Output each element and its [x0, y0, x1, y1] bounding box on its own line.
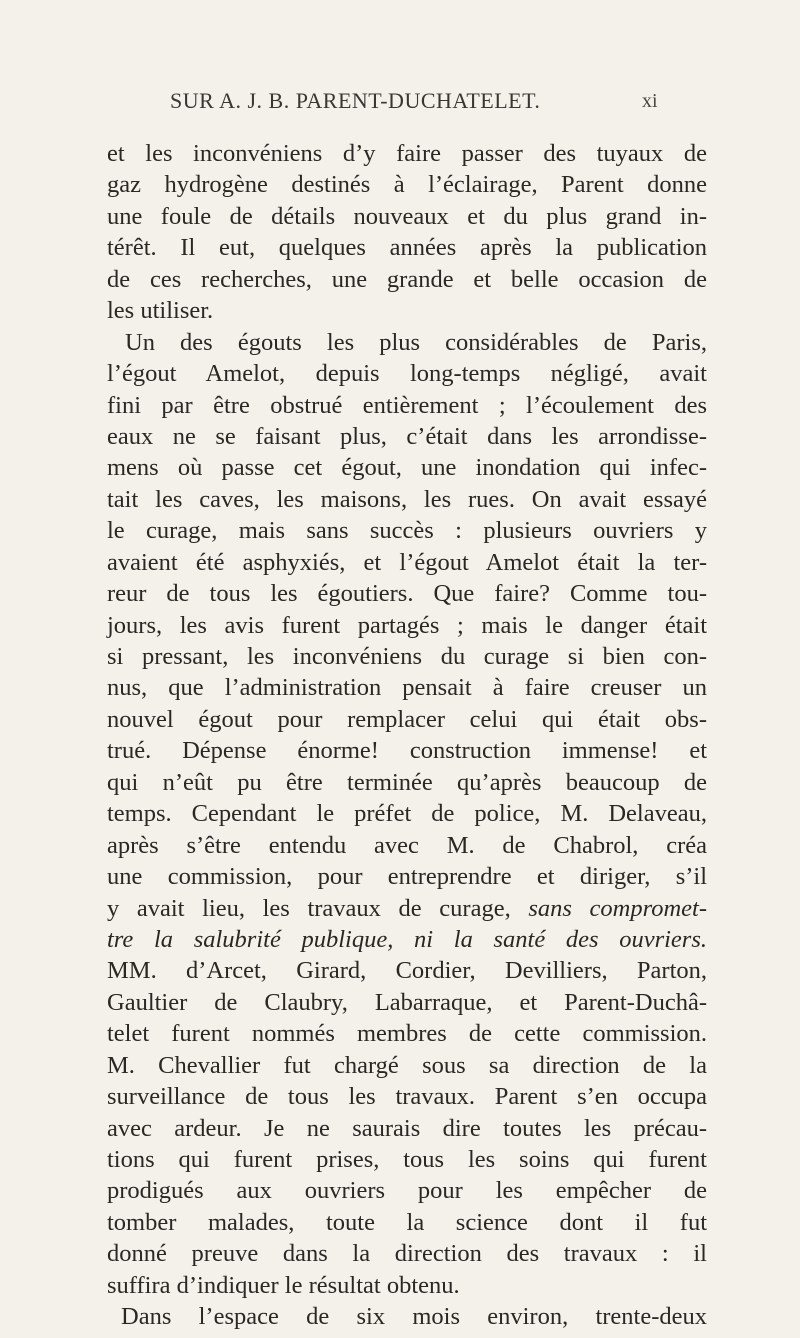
text-line: avaient été asphyxiés, et l’égout Amelot était la ter-: [107, 548, 707, 576]
text-segment: y avait lieu, les travaux de curage,: [107, 894, 529, 922]
text-line: tait les caves, les maisons, les rues. On avait essayé: [107, 485, 707, 513]
text-line: MM. d’Arcet, Girard, Cordier, Devilliers, Parton,: [107, 957, 707, 985]
text-line: après s’être entendu avec M. de Chabrol, créa: [107, 831, 707, 859]
page-number: xi: [642, 90, 658, 112]
text-line: les utiliser.: [107, 297, 214, 325]
text-line: M. Chevallier fut chargé sous sa direction de la: [107, 1051, 707, 1079]
italic-text: sans compromet-: [528, 894, 707, 922]
text-line: donné preuve dans la direction des travaux : il: [107, 1240, 707, 1268]
text-line: reur de tous les égoutiers. Que faire? Comme tou-: [107, 580, 707, 608]
text-line: telet furent nommés membres de cette commission.: [107, 1020, 707, 1048]
text-line: prodigués aux ouvriers pour les empêcher de: [107, 1177, 707, 1205]
text-line: trué. Dépense énorme! construction immense! et: [107, 737, 707, 765]
text-line: Un des égouts les plus considérables de Paris,: [125, 328, 707, 356]
text-line: nus, que l’administration pensait à faire creuser un: [107, 674, 707, 702]
text-line: fini par être obstrué entièrement ; l’écoulement des: [107, 391, 707, 419]
text-line: qui n’eût pu être terminée qu’après beaucoup de: [107, 768, 707, 796]
text-line: l’égout Amelot, depuis long-temps négligé, avait: [107, 360, 707, 388]
text-line: une commission, pour entreprendre et diriger, s’il: [107, 863, 707, 891]
text-line: térêt. Il eut, quelques années après la publication: [107, 234, 707, 262]
text-line: tre la salubrité publique, ni la santé des ouvriers.: [107, 925, 707, 953]
text-line: eaux ne se faisant plus, c’était dans les arrondisse-: [107, 422, 707, 450]
text-line: et les inconvéniens d’y faire passer des tuyaux de: [107, 140, 707, 167]
text-line: [107, 893, 707, 924]
text-line: jours, les avis furent partagés ; mais le danger était: [107, 611, 707, 639]
text-line: si pressant, les inconvéniens du curage si bien con-: [107, 643, 707, 670]
text-line: suffira d’indiquer le résultat obtenu.: [107, 1271, 460, 1299]
text-line: une foule de détails nouveaux et du plus grand in-: [107, 202, 707, 230]
text-line: Gaultier de Claubry, Labarraque, et Parent-Duchâ-: [107, 988, 707, 1016]
text-line: Dans l’espace de six mois environ, trente-deux: [121, 1303, 707, 1331]
text-line: temps. Cependant le préfet de police, M. Delaveau,: [107, 800, 707, 828]
text-line: gaz hydrogène destinés à l’éclairage, Parent donne: [107, 171, 707, 199]
text-line: de ces recherches, une grande et belle occasion de: [107, 265, 707, 293]
running-head: SUR A. J. B. PARENT-DUCHATELET.: [170, 88, 541, 113]
text-line: tomber malades, toute la science dont il fut: [107, 1208, 707, 1236]
text-line: tions qui furent prises, tous les soins qui furent: [107, 1146, 707, 1173]
text-line: nouvel égout pour remplacer celui qui était obs-: [107, 705, 707, 733]
page-header: [0, 88, 800, 118]
text-line: surveillance de tous les travaux. Parent s’en occupa: [107, 1083, 707, 1111]
text-line: le curage, mais sans succès : plusieurs ouvriers y: [107, 517, 707, 545]
body-text: [107, 138, 707, 1333]
text-line: mens où passe cet égout, une inondation qui infec-: [107, 454, 707, 482]
text-line: avec ardeur. Je ne saurais dire toutes les précau-: [107, 1114, 707, 1142]
